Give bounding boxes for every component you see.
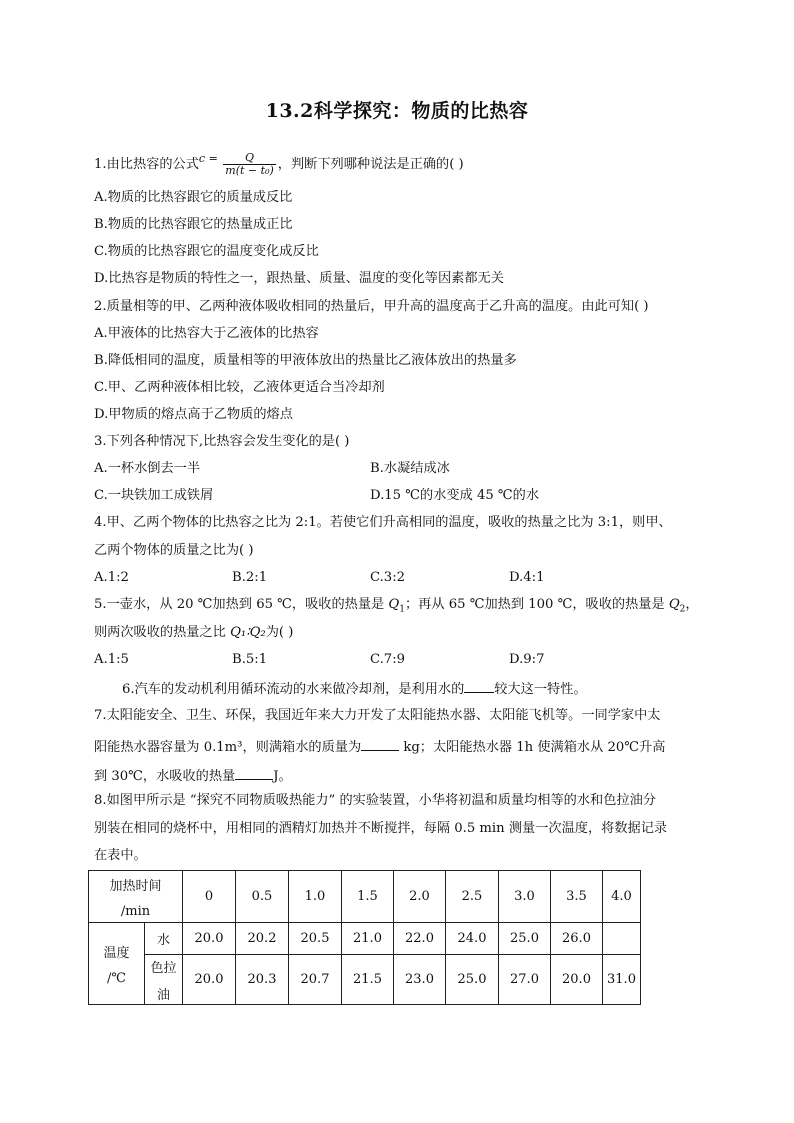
q4-option-c: C.3:2 xyxy=(370,570,406,585)
water-cell: 25.0 xyxy=(499,923,551,955)
q1-formula-c: c xyxy=(198,152,206,165)
oil-cell: 21.5 xyxy=(342,955,394,1005)
q5-ratio: Q₁∶Q₂ xyxy=(230,625,266,640)
time-cell: 0.5 xyxy=(236,871,289,923)
oil-cell: 20.0 xyxy=(551,955,603,1005)
q7-text-3a: 到 30℃，水吸收的热量 xyxy=(94,769,236,784)
temperature-label-2: /℃ xyxy=(107,970,126,986)
q7-mass-blank[interactable] xyxy=(361,736,399,751)
q6-answer-blank[interactable] xyxy=(464,678,494,693)
water-cell: 20.0 xyxy=(183,923,236,955)
header-time-label-2: /min xyxy=(120,903,151,919)
q5-text-2b: 为( ) xyxy=(265,625,294,640)
time-cell: 3.0 xyxy=(499,871,551,923)
q3-option-c: C.一块铁加工成铁屑 xyxy=(94,488,214,503)
q7-text-3b: J。 xyxy=(273,769,292,784)
q8-line3: 在表中。 xyxy=(94,848,147,863)
water-cell: 22.0 xyxy=(394,923,446,955)
q7-line2 xyxy=(94,736,665,757)
q5-option-d: D.9:7 xyxy=(509,652,545,667)
water-label: 水 xyxy=(145,923,183,955)
q1-suffix: ，判断下列哪种说法是正确的( ) xyxy=(277,157,464,172)
q8-line1: 8.如图甲所示是 “探究不同物质吸热能力” 的实验装置，小华将初温和质量均相等的水和色拉油分 xyxy=(94,793,656,808)
q5-q2-symbol: Q xyxy=(668,597,680,612)
time-cell: 0 xyxy=(183,871,236,923)
q5-text-1a: 5.一壶水，从 20 ℃加热到 65 ℃，吸收的热量是 xyxy=(94,597,389,612)
q3-stem: 3.下列各种情况下,比热容会发生变化的是( ) xyxy=(94,434,350,449)
q7-line3 xyxy=(94,765,292,786)
q3-option-a: A.一杯水倒去一半 xyxy=(94,461,201,476)
oil-cell: 27.0 xyxy=(499,955,551,1005)
q3-option-b: B.水凝结成冰 xyxy=(370,461,450,476)
q5-q1-subscript: 1 xyxy=(399,604,405,615)
q6-text-a: 6.汽车的发动机利用循环流动的水来做冷却剂，是利用水的 xyxy=(122,682,465,697)
q4-option-d: D.4:1 xyxy=(509,570,545,585)
q1-option-b: B.物质的比热容跟它的热量成正比 xyxy=(94,217,293,232)
temperature-label-1: 温度 xyxy=(103,945,130,961)
q5-option-b: B.5:1 xyxy=(232,652,268,667)
q1-stem xyxy=(94,150,464,177)
q7-text-2b: kg；太阳能热水器 1h 使满箱水从 20℃升高 xyxy=(399,740,666,755)
time-cell: 3.5 xyxy=(551,871,603,923)
table-row-water xyxy=(89,923,641,955)
q6-text-b: 较大这一特性。 xyxy=(494,682,587,697)
q6-stem xyxy=(122,678,587,699)
water-cell: 21.0 xyxy=(342,923,394,955)
time-cell: 2.0 xyxy=(394,871,446,923)
header-time-label-1: 加热时间 xyxy=(109,878,162,894)
data-table xyxy=(88,870,641,1005)
q4-stem-line2: 乙两个物体的质量之比为( ) xyxy=(94,543,254,558)
q1-formula-denominator: m(t − t₀) xyxy=(225,164,274,177)
q4-option-b: B.2:1 xyxy=(232,570,268,585)
q2-option-d: D.甲物质的熔点高于乙物质的熔点 xyxy=(94,407,293,422)
q8-line2: 别装在相同的烧杯中，用相同的酒精灯加热并不断搅拌，每隔 0.5 min 测量一次温度，将数据记录 xyxy=(94,821,668,836)
header-time-label xyxy=(89,871,183,923)
q5-q2-subscript: 2 xyxy=(679,604,686,615)
time-cell: 1.5 xyxy=(342,871,394,923)
temperature-label xyxy=(89,923,145,1005)
q5-text-2a: 则两次吸收的热量之比 xyxy=(94,625,231,640)
water-cell xyxy=(603,923,641,955)
q1-option-a: A.物质的比热容跟它的质量成反比 xyxy=(94,190,293,205)
q2-option-c: C.甲、乙两种液体相比较，乙液体更适合当冷却剂 xyxy=(94,380,385,395)
time-cell: 1.0 xyxy=(289,871,342,923)
q2-option-a: A.甲液体的比热容大于乙液体的比热容 xyxy=(94,326,319,341)
oil-label xyxy=(145,955,183,1005)
q1-option-d: D.比热容是物质的特性之一，跟热量、质量、温度的变化等因素都无关 xyxy=(94,271,504,286)
table-row-oil xyxy=(89,955,641,1005)
q1-prefix: 1.由比热容的公式 xyxy=(94,157,199,172)
water-cell: 24.0 xyxy=(446,923,499,955)
q5-text-1b: ；再从 65 ℃加热到 100 ℃，吸收的热量是 xyxy=(404,597,669,612)
q1-formula-eq: = xyxy=(205,152,222,165)
q1-formula-fraction xyxy=(223,152,275,177)
q5-option-c: C.7:9 xyxy=(370,652,406,667)
table-row-time xyxy=(89,871,641,923)
oil-cell: 20.3 xyxy=(236,955,289,1005)
q4-stem-line1: 4.甲、乙两个物体的比热容之比为 2:1。若使它们升高相同的温度，吸收的热量之比为 3:1，则甲、 xyxy=(94,515,672,530)
q5-stem-line1 xyxy=(94,596,699,619)
page-title: 13.2科学探究：物质的比热容 xyxy=(265,100,529,122)
q7-text-2a: 阳能热水器容量为 0.1m³，则满箱水的质量为 xyxy=(94,740,362,755)
water-cell: 20.2 xyxy=(236,923,289,955)
water-cell: 26.0 xyxy=(551,923,603,955)
oil-cell: 20.0 xyxy=(183,955,236,1005)
oil-label-2: 油 xyxy=(156,987,170,1003)
q7-heat-blank[interactable] xyxy=(235,765,273,780)
oil-cell: 20.7 xyxy=(289,955,342,1005)
q4-option-a: A.1:2 xyxy=(94,570,129,585)
oil-cell: 23.0 xyxy=(394,955,446,1005)
q7-line1: 7.太阳能安全、卫生、环保，我国近年来大力开发了太阳能热水器、太阳能飞机等。一同学家中太 xyxy=(94,708,661,723)
time-cell: 2.5 xyxy=(446,871,499,923)
q1-option-c: C.物质的比热容跟它的温度变化成反比 xyxy=(94,244,319,259)
q5-option-a: A.1:5 xyxy=(94,652,129,667)
oil-cell: 31.0 xyxy=(603,955,641,1005)
q1-formula-numerator: Q xyxy=(223,152,275,165)
oil-label-1: 色拉 xyxy=(150,960,177,976)
q2-option-b: B.降低相同的温度，质量相等的甲液体放出的热量比乙液体放出的热量多 xyxy=(94,353,517,368)
q5-stem-line2 xyxy=(94,624,293,642)
time-cell: 4.0 xyxy=(603,871,641,923)
q5-q1-symbol: Q xyxy=(388,597,400,612)
q3-option-d: D.15 ℃的水变成 45 ℃的水 xyxy=(370,488,540,503)
q5-text-1c: ， xyxy=(685,597,699,612)
oil-cell: 25.0 xyxy=(446,955,499,1005)
water-cell: 20.5 xyxy=(289,923,342,955)
q2-stem: 2.质量相等的甲、乙两种液体吸收相同的热量后，甲升高的温度高于乙升高的温度。由此可知( ) xyxy=(94,299,649,314)
